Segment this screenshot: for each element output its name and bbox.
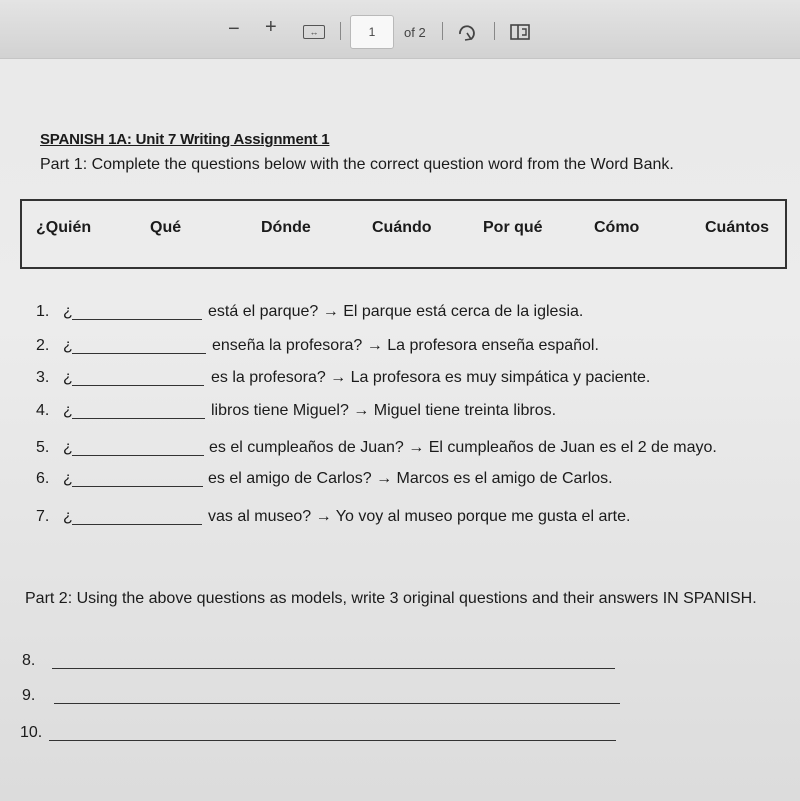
book-view-icon[interactable]	[510, 24, 530, 40]
question-number: 2.	[36, 337, 50, 354]
word-bank-item: Qué	[150, 219, 182, 236]
question-text: vas al museo? → Yo voy al museo porque me gusta el arte.	[208, 508, 631, 525]
fit-width-icon[interactable]: ↔	[303, 25, 325, 39]
question-number: 3.	[36, 369, 50, 386]
page-number-input[interactable]: 1	[350, 15, 394, 49]
zoom-in-button[interactable]: +	[265, 16, 277, 38]
document-page	[0, 59, 800, 801]
answer-blank[interactable]	[54, 703, 620, 704]
question-text: enseña la profesora? → La profesora enseña español.	[212, 337, 599, 354]
question-mark: ¿	[63, 369, 73, 386]
question-number: 1.	[36, 303, 50, 320]
question-text: libros tiene Miguel? → Miguel tiene treinta libros.	[211, 402, 557, 419]
word-bank	[20, 199, 787, 269]
question-mark: ¿	[63, 402, 73, 419]
question-number: 5.	[36, 439, 50, 456]
part1-text: Complete the questions below with the correct question word from the Word Bank.	[87, 156, 674, 173]
part2-text: Using the above questions as models, write 3 original questions and their answers IN SPANISH.	[72, 590, 757, 607]
rotate-icon[interactable]	[456, 22, 478, 42]
toolbar-divider	[442, 22, 443, 40]
answer-number: 10.	[20, 724, 43, 741]
question-number: 7.	[36, 508, 50, 525]
word-bank-item: Por qué	[483, 219, 543, 236]
question-text: es el cumpleaños de Juan? → El cumpleaños de Juan es el 2 de mayo.	[209, 439, 717, 456]
answer-blank[interactable]	[52, 668, 615, 669]
word-bank-item: Cuántos	[705, 219, 769, 236]
word-bank-item: Cuándo	[372, 219, 432, 236]
answer-number: 8.	[22, 652, 36, 669]
toolbar-divider	[494, 22, 495, 40]
question-mark: ¿	[63, 470, 73, 487]
word-bank-item: Cómo	[594, 219, 640, 236]
question-mark: ¿	[63, 508, 73, 525]
question-number: 6.	[36, 470, 50, 487]
question-mark: ¿	[63, 439, 73, 456]
question-number: 4.	[36, 402, 50, 419]
assignment-title: SPANISH 1A: Unit 7 Writing Assignment 1	[40, 131, 330, 148]
answer-blank[interactable]	[72, 319, 202, 320]
answer-number: 9.	[22, 687, 36, 704]
answer-blank[interactable]	[72, 385, 204, 386]
answer-blank[interactable]	[72, 353, 206, 354]
answer-blank[interactable]	[49, 740, 616, 741]
question-text: es el amigo de Carlos? → Marcos es el amigo de Carlos.	[208, 470, 613, 487]
word-bank-item: Dónde	[261, 219, 311, 236]
question-text: es la profesora? → La profesora es muy simpática y paciente.	[211, 369, 651, 386]
page-count-label: of 2	[404, 25, 426, 40]
part2-instructions	[25, 580, 785, 618]
zoom-out-button[interactable]: −	[228, 18, 240, 40]
question-text: está el parque? → El parque está cerca de la iglesia.	[208, 303, 584, 320]
part2-label: Part 2:	[25, 590, 73, 607]
pdf-toolbar	[0, 0, 800, 59]
answer-blank[interactable]	[72, 524, 202, 525]
part1-instructions	[40, 156, 674, 174]
question-mark: ¿	[63, 303, 73, 320]
toolbar-divider	[340, 22, 341, 40]
answer-blank[interactable]	[72, 486, 203, 487]
part1-label: Part 1:	[40, 156, 88, 173]
answer-line	[22, 687, 35, 705]
answer-blank[interactable]	[72, 455, 204, 456]
answer-line	[20, 724, 42, 742]
question-mark: ¿	[63, 337, 73, 354]
answer-line	[22, 652, 35, 670]
word-bank-item: ¿Quién	[36, 219, 92, 236]
answer-blank[interactable]	[72, 418, 205, 419]
